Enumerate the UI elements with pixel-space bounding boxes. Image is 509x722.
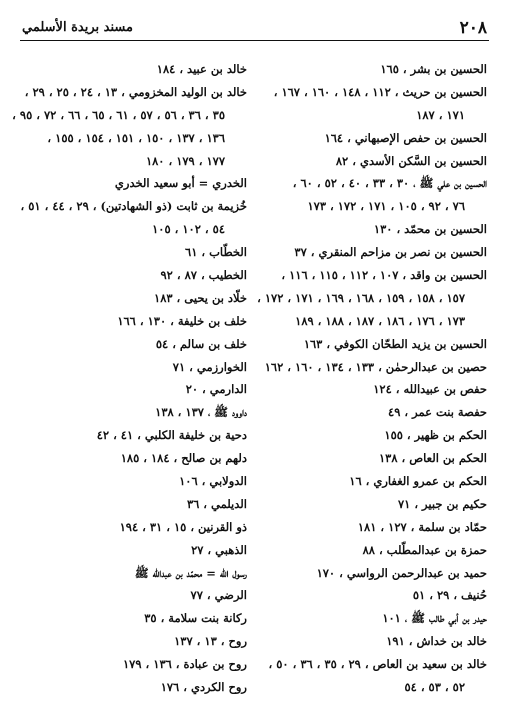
index-entry: خلّاد بن يحيى ، ١٨٣ [154, 290, 247, 305]
index-entry: حفص بن عبيدالله ، ١٢٤ [373, 382, 487, 397]
index-entry: الحكم بن عمرو الغفاري ، ١٦ [349, 474, 487, 489]
index-entry: الرضي ، ٧٧ [190, 588, 247, 603]
index-entry: الحسين بن نصر بن مزاحم المنقري ، ٣٧ [294, 245, 487, 260]
index-entry: حصين بن عبدالرحمٰن ، ١٣٣ ، ١٣٤ ، ١٦٠ ، ١٦٢ [264, 359, 487, 374]
index-entry: حمزة بن عبدالمطّلب ، ٨٨ [362, 542, 487, 557]
index-entry: الخطيب ، ٨٧ ، ٩٢ [160, 268, 247, 283]
index-entry-continuation: ٥٤ ، ١٠٢ ، ١٠٥ [152, 222, 225, 237]
index-entry: الخدري = أبو سعيد الخدري [114, 176, 247, 191]
index-entry: خالد بن خداش ، ١٩١ [386, 634, 487, 649]
index-entry: رسول الله = محمّد بن عبدالله ﷺ [134, 565, 247, 580]
index-entry: حميد بن عبدالرحمن الرواسي ، ١٧٠ [316, 565, 487, 580]
index-entry-continuation: ١٧٣ ، ١٧٦ ، ١٨٦ ، ١٨٧ ، ١٨٨ ، ١٨٩ [295, 313, 465, 328]
index-entry: الحسين بن محمّد ، ١٣٠ [373, 222, 487, 237]
index-entry: الدولابي ، ١٠٦ [179, 474, 247, 489]
index-entry: الديلمي ، ٣٦ [186, 496, 247, 511]
index-entry: خلف بن خليفة ، ١٣٠ ، ١٦٦ [117, 313, 247, 328]
index-entry: ذو القرنين ، ١٥ ، ٣١ ، ١٩٤ [119, 519, 247, 534]
index-entry: حكيم بن جبير ، ٧١ [397, 496, 487, 511]
index-entry: الحسين بن واقد ، ١٠٧ ، ١١٢ ، ١١٥ ، ١١٦ ، [281, 268, 487, 283]
index-entry: روح الكردي ، ١٧٦ [160, 680, 247, 695]
index-entry-continuation: ١٣٦ ، ١٣٧ ، ١٥٠ ، ١٥١ ، ١٥٤ ، ١٥٥ ، [47, 130, 225, 145]
index-entry: داوود ﷺ ، ١٣٧ ، ١٣٨ [155, 405, 247, 420]
index-entry: خلف بن سالم ، ٥٤ [155, 336, 247, 351]
index-entry: الحسين بن حريث ، ١١٢ ، ١٤٨ ، ١٦٠ ، ١٦٧ ، [273, 84, 487, 99]
index-entry: ركانة بنت سلامة ، ٣٥ [144, 611, 247, 626]
index-entry: حمّاد بن سلمة ، ١٢٧ ، ١٨١ [357, 519, 487, 534]
index-column-left [12, 58, 247, 699]
page-number: ٢٠٨ [459, 18, 487, 38]
index-entry: الذهبي ، ٢٧ [191, 542, 247, 557]
index-entry: الحسين بن السَّكن الأسدي ، ٨٢ [335, 153, 487, 168]
index-entry-continuation: ٧٦ ، ٩٢ ، ١٠٥ ، ١٧١ ، ١٧٢ ، ١٧٣ [307, 199, 465, 214]
index-entry: الحسين بن حفص الإصبهاني ، ١٦٤ [324, 130, 487, 145]
index-entry: حفصة بنت عمر ، ٤٩ [388, 405, 487, 420]
index-entry: خُزيمة بن ثابت (ذو الشهادتين) ، ٢٩ ، ٤٤ ، ٥١ ، [20, 199, 247, 214]
index-entry: خالد بن عبيد ، ١٨٤ [156, 62, 247, 76]
index-entry: روح بن عبادة ، ١٣٦ ، ١٧٩ [123, 657, 247, 672]
index-entry: حُنيف ، ٢٩ ، ٥١ [412, 588, 487, 603]
index-entry: الحكم بن العاص ، ١٣٨ [379, 451, 487, 466]
index-entry: دحية بن خليفة الكلبي ، ٤١ ، ٤٢ [96, 428, 247, 443]
index-entry: الخطّاب ، ٦١ [185, 245, 247, 260]
index-entry: الحسين بن يزيد الطحّان الكوفي ، ١٦٣ [303, 336, 487, 351]
index-entry: دلهم بن صالح ، ١٨٤ ، ١٨٥ [120, 451, 247, 466]
index-entry-continuation: ١٥٧ ، ١٥٨ ، ١٥٩ ، ١٦٨ ، ١٦٩ ، ١٧١ ، ١٧٢ ، [257, 290, 465, 305]
index-entry: خالد بن الوليد المخزومي ، ١٣ ، ٢٤ ، ٢٥ ، ٢٩ ، [24, 84, 247, 99]
running-title: مسند بريدة الأسلمي [22, 20, 133, 35]
index-entry: حيدر بن أبي طالب ﷺ ، ١٠١ [382, 611, 487, 626]
index-entry-continuation: ٣٥ ، ٣٦ ، ٥٦ ، ٥٧ ، ٦١ ، ٦٥ ، ٦٦ ، ٧٢ ، ٩٥ ، [12, 107, 225, 122]
index-entry: روح ، ١٣ ، ١٣٧ [174, 634, 247, 649]
index-entry: خالد بن سعيد بن العاص ، ٢٩ ، ٣٥ ، ٣٦ ، ٥٠ ، [268, 657, 487, 672]
page-header [20, 18, 489, 41]
index-entry: الحسين بن بشر ، ١٦٥ [380, 62, 487, 76]
index-entry: الخوارزمي ، ٧١ [172, 359, 247, 374]
index-entry-continuation: ٥٢ ، ٥٣ ، ٥٤ [404, 680, 465, 695]
index-entry-continuation: ١٧٧ ، ١٧٩ ، ١٨٠ [145, 153, 225, 168]
index-entry-continuation: ١٧١ ، ١٨٧ [416, 107, 465, 122]
index-column-right [259, 58, 487, 699]
index-entry: الدارمي ، ٢٠ [185, 382, 247, 397]
index-entry: الحسين بن علي ﷺ ، ٣٠ ، ٣٣ ، ٤٠ ، ٥٢ ، ٦٠ ، [292, 176, 487, 191]
index-entry: الحكم بن ظهير ، ١٥٥ [384, 428, 487, 443]
